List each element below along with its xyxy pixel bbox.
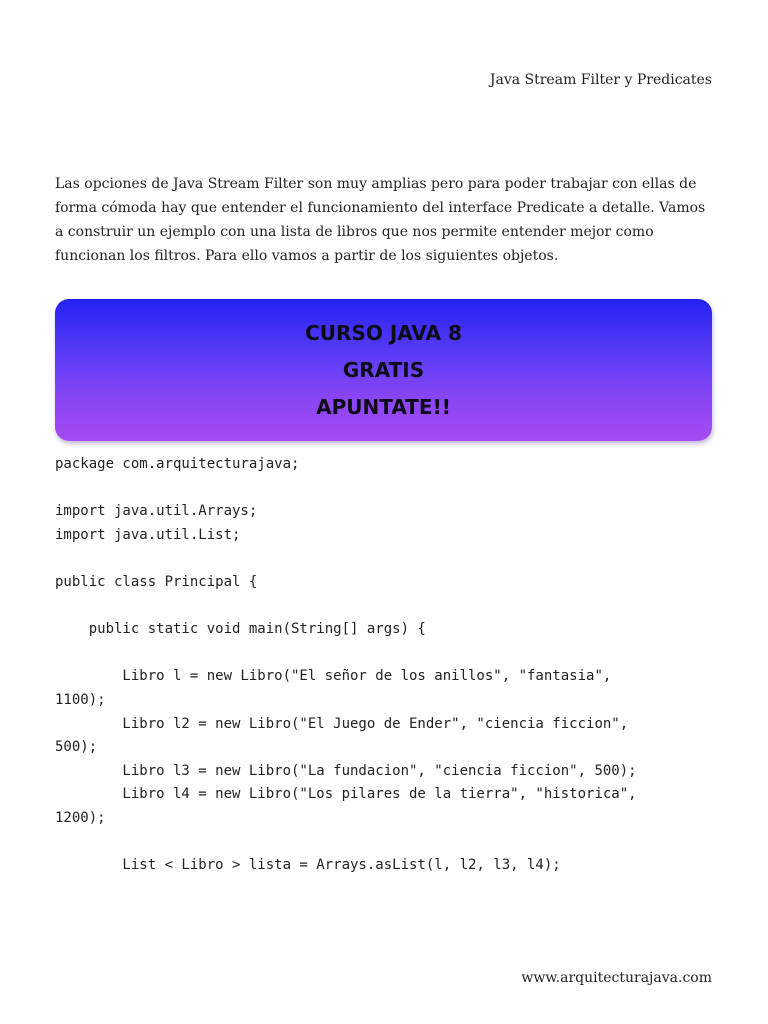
- code-line: Libro l3 = new Libro("La fundacion", "ciencia ficcion", 500);: [55, 762, 637, 779]
- banner-line-signup: APUNTATE!!: [316, 394, 451, 419]
- code-line: Libro l4 = new Libro("Los pilares de la tierra", "historica",: [55, 786, 637, 803]
- code-line: import java.util.List;: [55, 526, 241, 543]
- code-line: 500);: [55, 739, 98, 756]
- intro-paragraph: Las opciones de Java Stream Filter son muy amplias pero para poder trabajar con ellas de forma cómoda hay que entender el funcionamiento del interface Predicate a detalle. Vamos a construir un ejemplo con una lista de libros que nos permite entender mejor como funcionan los filtros. Para ello vamos a partir de los siguientes objetos.: [55, 176, 706, 264]
- code-line: [55, 547, 715, 571]
- code-line: List < Libro > lista = Arrays.asList(l, l2, l3, l4);: [55, 857, 561, 874]
- code-line: [55, 477, 715, 501]
- code-line: public class Principal {: [55, 573, 258, 590]
- code-line: Libro l2 = new Libro("El Juego de Ender", "ciencia ficcion",: [55, 715, 629, 732]
- code-line: public static void main(String[] args) {: [55, 621, 426, 638]
- code-block: [55, 453, 715, 878]
- banner-line-free: GRATIS: [342, 357, 425, 382]
- code-line: [55, 642, 715, 666]
- code-line: Libro l = new Libro("El señor de los anillos", "fantasia",: [55, 668, 612, 685]
- banner-line-course: CURSO JAVA 8: [305, 320, 462, 345]
- code-line: 1200);: [55, 809, 106, 826]
- code-line: [55, 595, 715, 619]
- footer-website-link[interactable]: www.arquitecturajava.com: [521, 970, 712, 986]
- code-line: package com.arquitecturajava;: [55, 456, 300, 472]
- code-line: [55, 831, 715, 855]
- code-line: 1100);: [55, 691, 106, 708]
- page-header-title: Java Stream Filter y Predicates: [489, 72, 712, 88]
- course-banner-link[interactable]: [55, 299, 712, 441]
- code-line: import java.util.Arrays;: [55, 503, 258, 520]
